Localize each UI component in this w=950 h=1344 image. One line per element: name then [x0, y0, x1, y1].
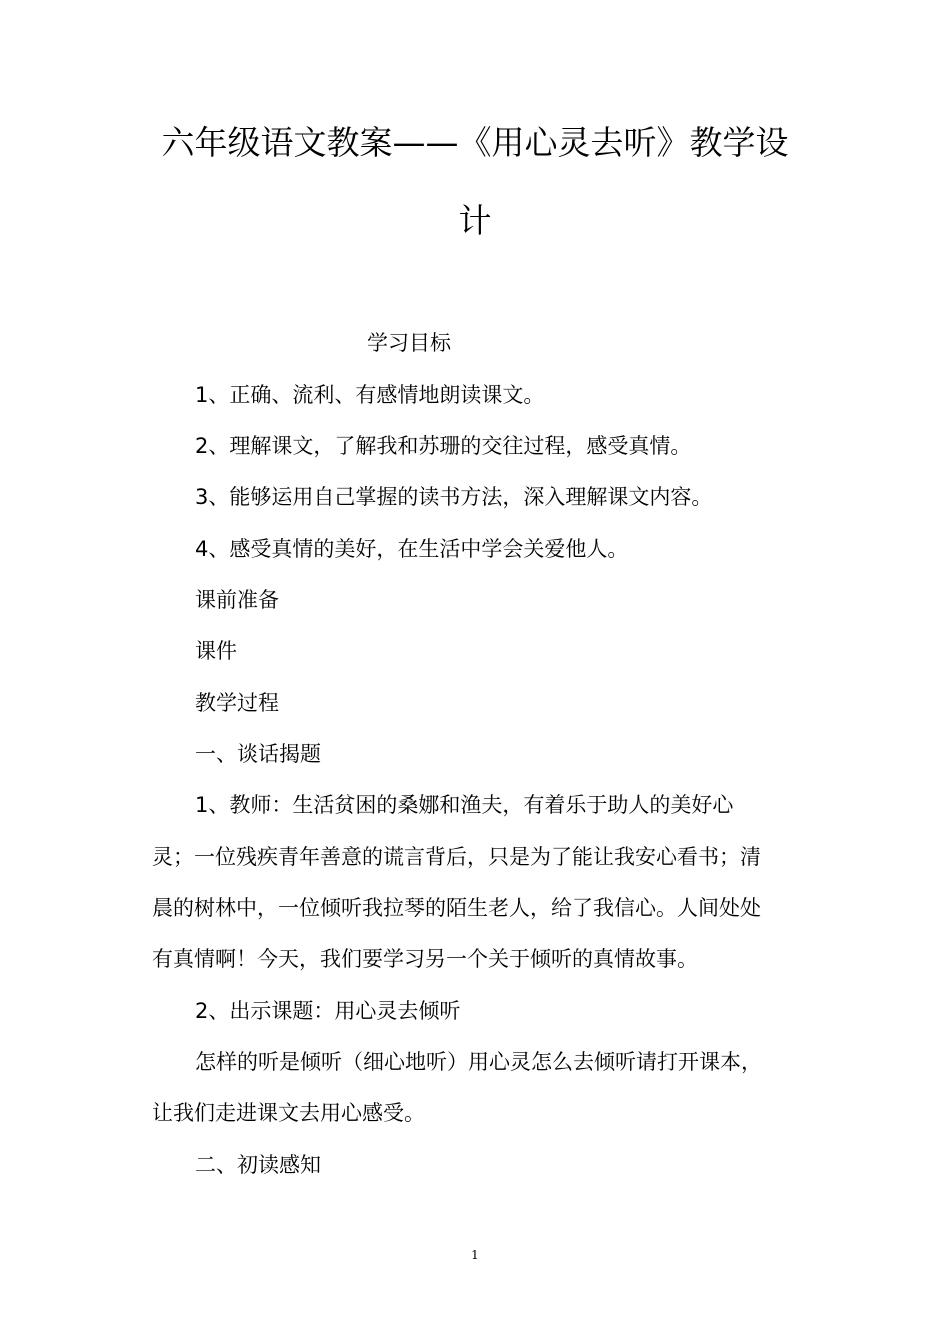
paragraph-line: 晨的树林中，一位倾听我拉琴的陌生老人，给了我信心。人间处处 — [152, 896, 761, 920]
part-heading: 一、谈话揭题 — [195, 742, 321, 766]
paragraph-line: 1、教师：生活贫困的桑娜和渔夫，有着乐于助人的美好心 — [195, 793, 734, 817]
page-number: 1 — [471, 1248, 479, 1262]
part-heading: 二、初读感知 — [195, 1153, 321, 1177]
paragraph-line: 让我们走进课文去用心感受。 — [152, 1101, 425, 1125]
paragraph-line: 怎样的听是倾听（细心地听）用心灵怎么去倾听请打开课本， — [195, 1050, 762, 1074]
section-heading-process: 教学过程 — [195, 691, 279, 715]
objective-item: 3、能够运用自己掌握的读书方法，深入理解课文内容。 — [195, 485, 713, 509]
document-title-line-2: 计 — [458, 201, 492, 240]
paragraph-line: 有真情啊！今天，我们要学习另一个关于倾听的真情故事。 — [152, 947, 698, 971]
section-heading-objectives: 学习目标 — [367, 331, 451, 355]
section-heading-prep: 课前准备 — [195, 588, 279, 612]
paragraph-line: 2、出示课题：用心灵去倾听 — [195, 999, 461, 1023]
document-title-line-1: 六年级语文教案——《用心灵去听》教学设 — [161, 123, 789, 162]
objective-item: 4、感受真情的美好，在生活中学会关爱他人。 — [195, 537, 629, 561]
paragraph-line: 灵；一位残疾青年善意的谎言背后，只是为了能让我安心看书；清 — [152, 845, 761, 869]
objective-item: 2、理解课文，了解我和苏珊的交往过程，感受真情。 — [195, 434, 692, 458]
objective-item: 1、正确、流利、有感情地朗读课文。 — [195, 383, 545, 407]
prep-item: 课件 — [195, 639, 237, 663]
